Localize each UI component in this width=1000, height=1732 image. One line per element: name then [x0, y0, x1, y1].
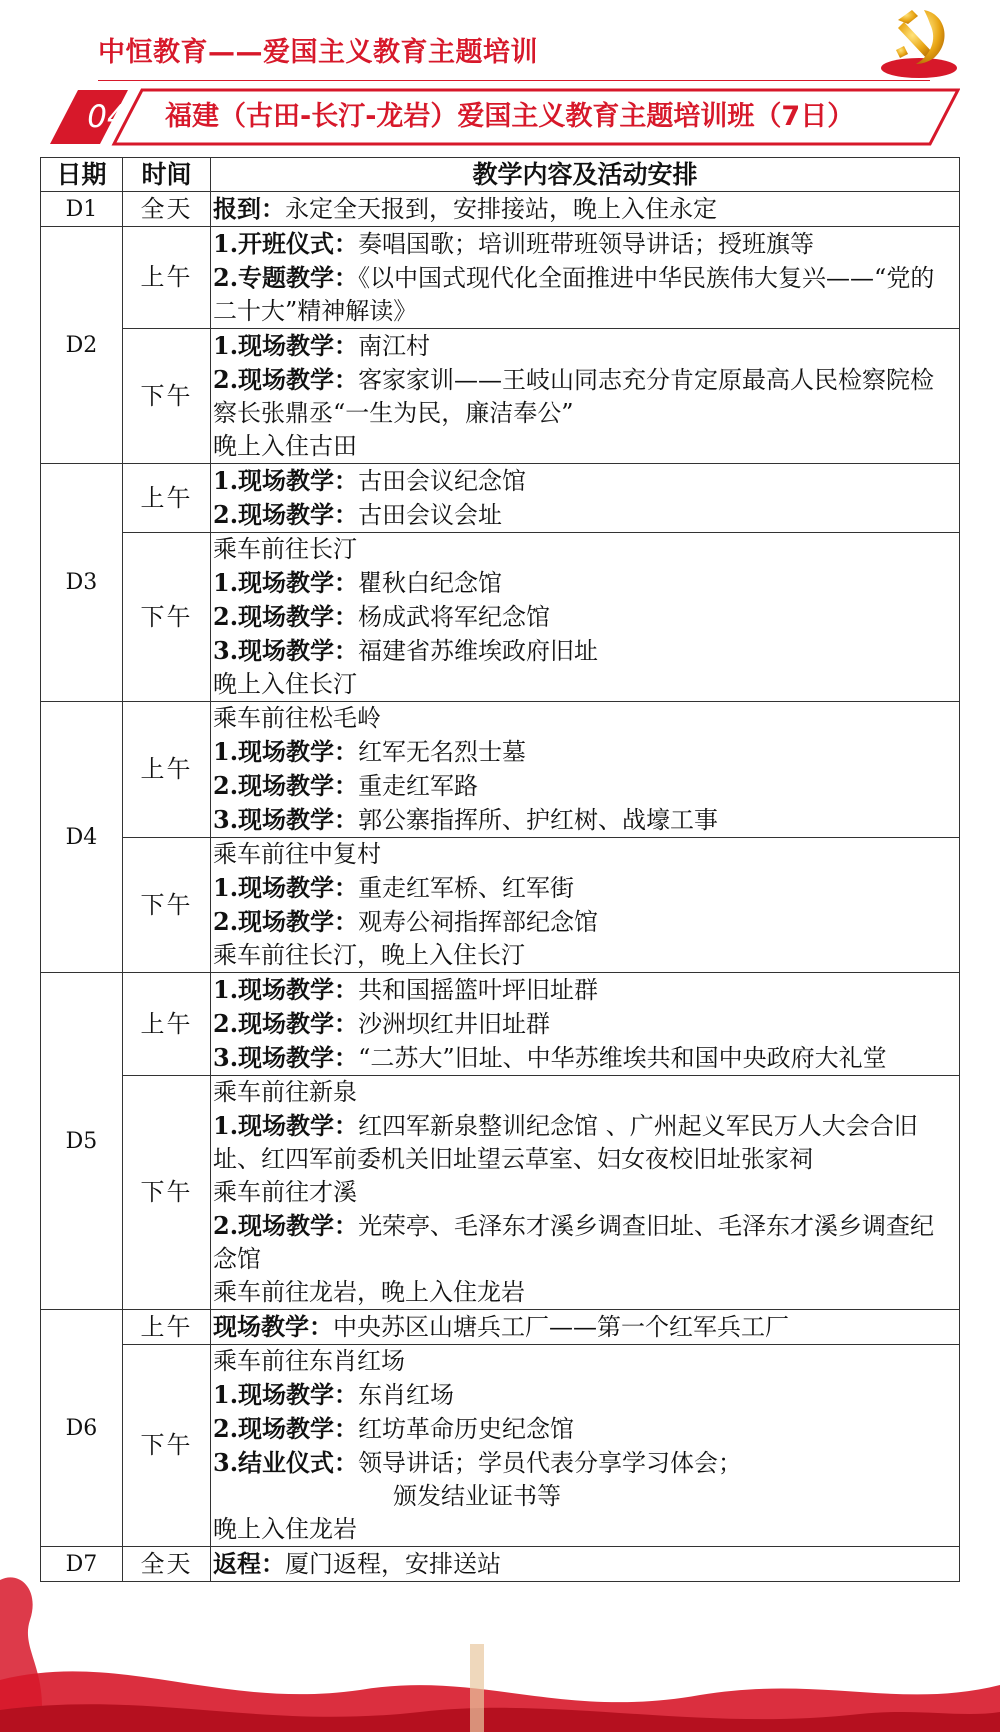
day-cell: D3: [41, 464, 123, 702]
table-row: [41, 1310, 960, 1345]
item-text: 晚上入住长汀: [213, 670, 357, 698]
item-label: 3.现场教学：: [213, 805, 359, 834]
time-cell: 上午: [123, 227, 211, 329]
day-cell: D1: [41, 192, 123, 227]
item-label: 2.现场教学：: [213, 602, 359, 631]
item-text: 厦门返程，安排送站: [285, 1550, 501, 1578]
item-text: “二苏大”旧址、中华苏维埃共和国中央政府大礼堂: [358, 1044, 887, 1072]
red-ribbon-decoration-icon: [0, 1640, 1000, 1732]
content-cell: [211, 329, 960, 464]
item-text: 福建省苏维埃政府旧址: [358, 637, 599, 665]
item-text: 观寿公祠指挥部纪念馆: [358, 908, 599, 936]
content-cell: [211, 533, 960, 702]
item-label: 2.现场教学：: [213, 1211, 359, 1240]
item-text: 《以中国式现代化全面推进中华民族伟大复兴——“党的二十大”精神解读》: [213, 264, 935, 325]
item-label: 1.现场教学：: [213, 568, 359, 597]
table-row: [41, 702, 960, 838]
item-text: 光荣亭、毛泽东才溪乡调查旧址、毛泽东才溪乡调查纪念馆: [213, 1212, 935, 1273]
table-row: [41, 533, 960, 702]
item-label: 1.现场教学：: [213, 873, 359, 902]
header-content: 教学内容及活动安排: [211, 158, 960, 192]
table-row: [41, 838, 960, 973]
table-row: [41, 464, 960, 533]
table-row: [41, 1547, 960, 1582]
item-text: 乘车前往新泉: [213, 1078, 357, 1106]
section-number: 04: [87, 99, 127, 135]
content-cell: [211, 464, 960, 533]
item-text: 乘车前往长汀，晚上入住长汀: [213, 941, 525, 969]
item-text: 重走红军路: [358, 772, 479, 800]
time-cell: 全天: [123, 192, 211, 227]
table-row: [41, 973, 960, 1076]
content-cell: [211, 192, 960, 227]
time-cell: 上午: [123, 973, 211, 1076]
item-text: 乘车前往才溪: [213, 1178, 357, 1206]
content-cell: [211, 702, 960, 838]
day-cell: D6: [41, 1310, 123, 1547]
time-cell: 上午: [123, 1310, 211, 1345]
time-cell: 全天: [123, 1547, 211, 1582]
table-header-row: [41, 158, 960, 192]
item-text: 古田会议会址: [358, 501, 503, 529]
item-text: 南江村: [358, 332, 431, 360]
item-label: 1.现场教学：: [213, 466, 359, 495]
item-text: 乘车前往中复村: [213, 840, 381, 868]
item-text: 重走红军桥、红军街: [358, 874, 575, 902]
item-label: 2.现场教学：: [213, 1009, 359, 1038]
item-text: 晚上入住古田: [213, 432, 357, 460]
item-label: 1.现场教学：: [213, 1380, 359, 1409]
time-cell: 下午: [123, 1345, 211, 1547]
item-label: 报到：: [213, 194, 285, 223]
item-text: 乘车前往东肖红场: [213, 1347, 405, 1375]
header-time: 时间: [123, 158, 211, 192]
item-text: 晚上入住龙岩: [213, 1515, 357, 1543]
table-row: [41, 1076, 960, 1310]
item-label: 返程：: [213, 1549, 285, 1578]
party-emblem-icon: [878, 2, 960, 80]
title-underline: [98, 80, 930, 81]
item-label: 1.现场教学：: [213, 975, 359, 1004]
content-cell: [211, 973, 960, 1076]
time-cell: 上午: [123, 702, 211, 838]
item-text: 共和国摇篮叶坪旧址群: [358, 976, 599, 1004]
item-label: 2.现场教学：: [213, 907, 359, 936]
header-day: 日期: [41, 158, 123, 192]
item-label: 3.结业仪式：: [213, 1448, 359, 1477]
schedule-table: [40, 157, 960, 1582]
table-row: [41, 192, 960, 227]
content-cell: [211, 1345, 960, 1547]
item-text: 瞿秋白纪念馆: [358, 569, 503, 597]
item-label: 2.专题教学：: [213, 263, 359, 292]
content-cell: [211, 1310, 960, 1345]
content-cell: [211, 1076, 960, 1310]
day-cell: D4: [41, 702, 123, 973]
item-label: 2.现场教学：: [213, 771, 359, 800]
content-cell: [211, 227, 960, 329]
item-label: 现场教学：: [213, 1312, 333, 1341]
content-cell: [211, 838, 960, 973]
item-text: 红四军新泉整训纪念馆 、广州起义军民万人大会合旧址、红四军前委机关旧址望云草室、妇女夜校旧址张家祠: [213, 1112, 918, 1173]
item-text: 乘车前往长汀: [213, 535, 357, 563]
day-cell: D2: [41, 227, 123, 464]
item-text: 杨成武将军纪念馆: [358, 603, 551, 631]
item-label: 3.现场教学：: [213, 636, 359, 665]
time-cell: 下午: [123, 329, 211, 464]
item-text: 红坊革命历史纪念馆: [358, 1415, 575, 1443]
item-label: 2.现场教学：: [213, 1414, 359, 1443]
item-text: 古田会议纪念馆: [358, 467, 527, 495]
item-text: 中央苏区山塘兵工厂——第一个红军兵工厂: [333, 1313, 789, 1341]
item-text: 客家家训——王岐山同志充分肯定原最高人民检察院检察长张鼎丞“一生为民，廉洁奉公”: [213, 366, 935, 427]
day-cell: D5: [41, 973, 123, 1310]
table-row: [41, 1345, 960, 1547]
item-text: 奏唱国歌；培训班带班领导讲话；授班旗等: [358, 230, 815, 258]
time-cell: 下午: [123, 838, 211, 973]
item-text: 颁发结业证书等: [393, 1482, 561, 1510]
item-label: 1.开班仪式：: [213, 229, 359, 258]
item-text: 领导讲话；学员代表分享学习体会；: [358, 1449, 743, 1477]
item-label: 3.现场教学：: [213, 1043, 359, 1072]
item-label: 1.现场教学：: [213, 331, 359, 360]
item-text: 红军无名烈士墓: [358, 738, 527, 766]
item-label: 1.现场教学：: [213, 1111, 359, 1140]
item-text: 永定全天报到，安排接站，晚上入住永定: [285, 195, 717, 223]
course-title: 福建（古田-长汀-龙岩）爱国主义教育主题培训班（7日）: [165, 101, 855, 132]
item-label: 2.现场教学：: [213, 500, 359, 529]
item-text: 郭公寨指挥所、护红树、战壕工事: [358, 806, 719, 834]
table-row: [41, 227, 960, 329]
day-cell: D7: [41, 1547, 123, 1582]
content-cell: [211, 1547, 960, 1582]
time-cell: 上午: [123, 464, 211, 533]
item-text: 沙洲坝红井旧址群: [358, 1010, 551, 1038]
item-text: 东肖红场: [358, 1381, 455, 1409]
org-title: 中恒教育——爱国主义教育主题培训: [98, 37, 538, 68]
time-cell: 下午: [123, 1076, 211, 1310]
item-text: 乘车前往松毛岭: [213, 704, 381, 732]
item-label: 2.现场教学：: [213, 365, 359, 394]
table-row: [41, 329, 960, 464]
time-cell: 下午: [123, 533, 211, 702]
item-label: 1.现场教学：: [213, 737, 359, 766]
item-text: 乘车前往龙岩，晚上入住龙岩: [213, 1278, 525, 1306]
